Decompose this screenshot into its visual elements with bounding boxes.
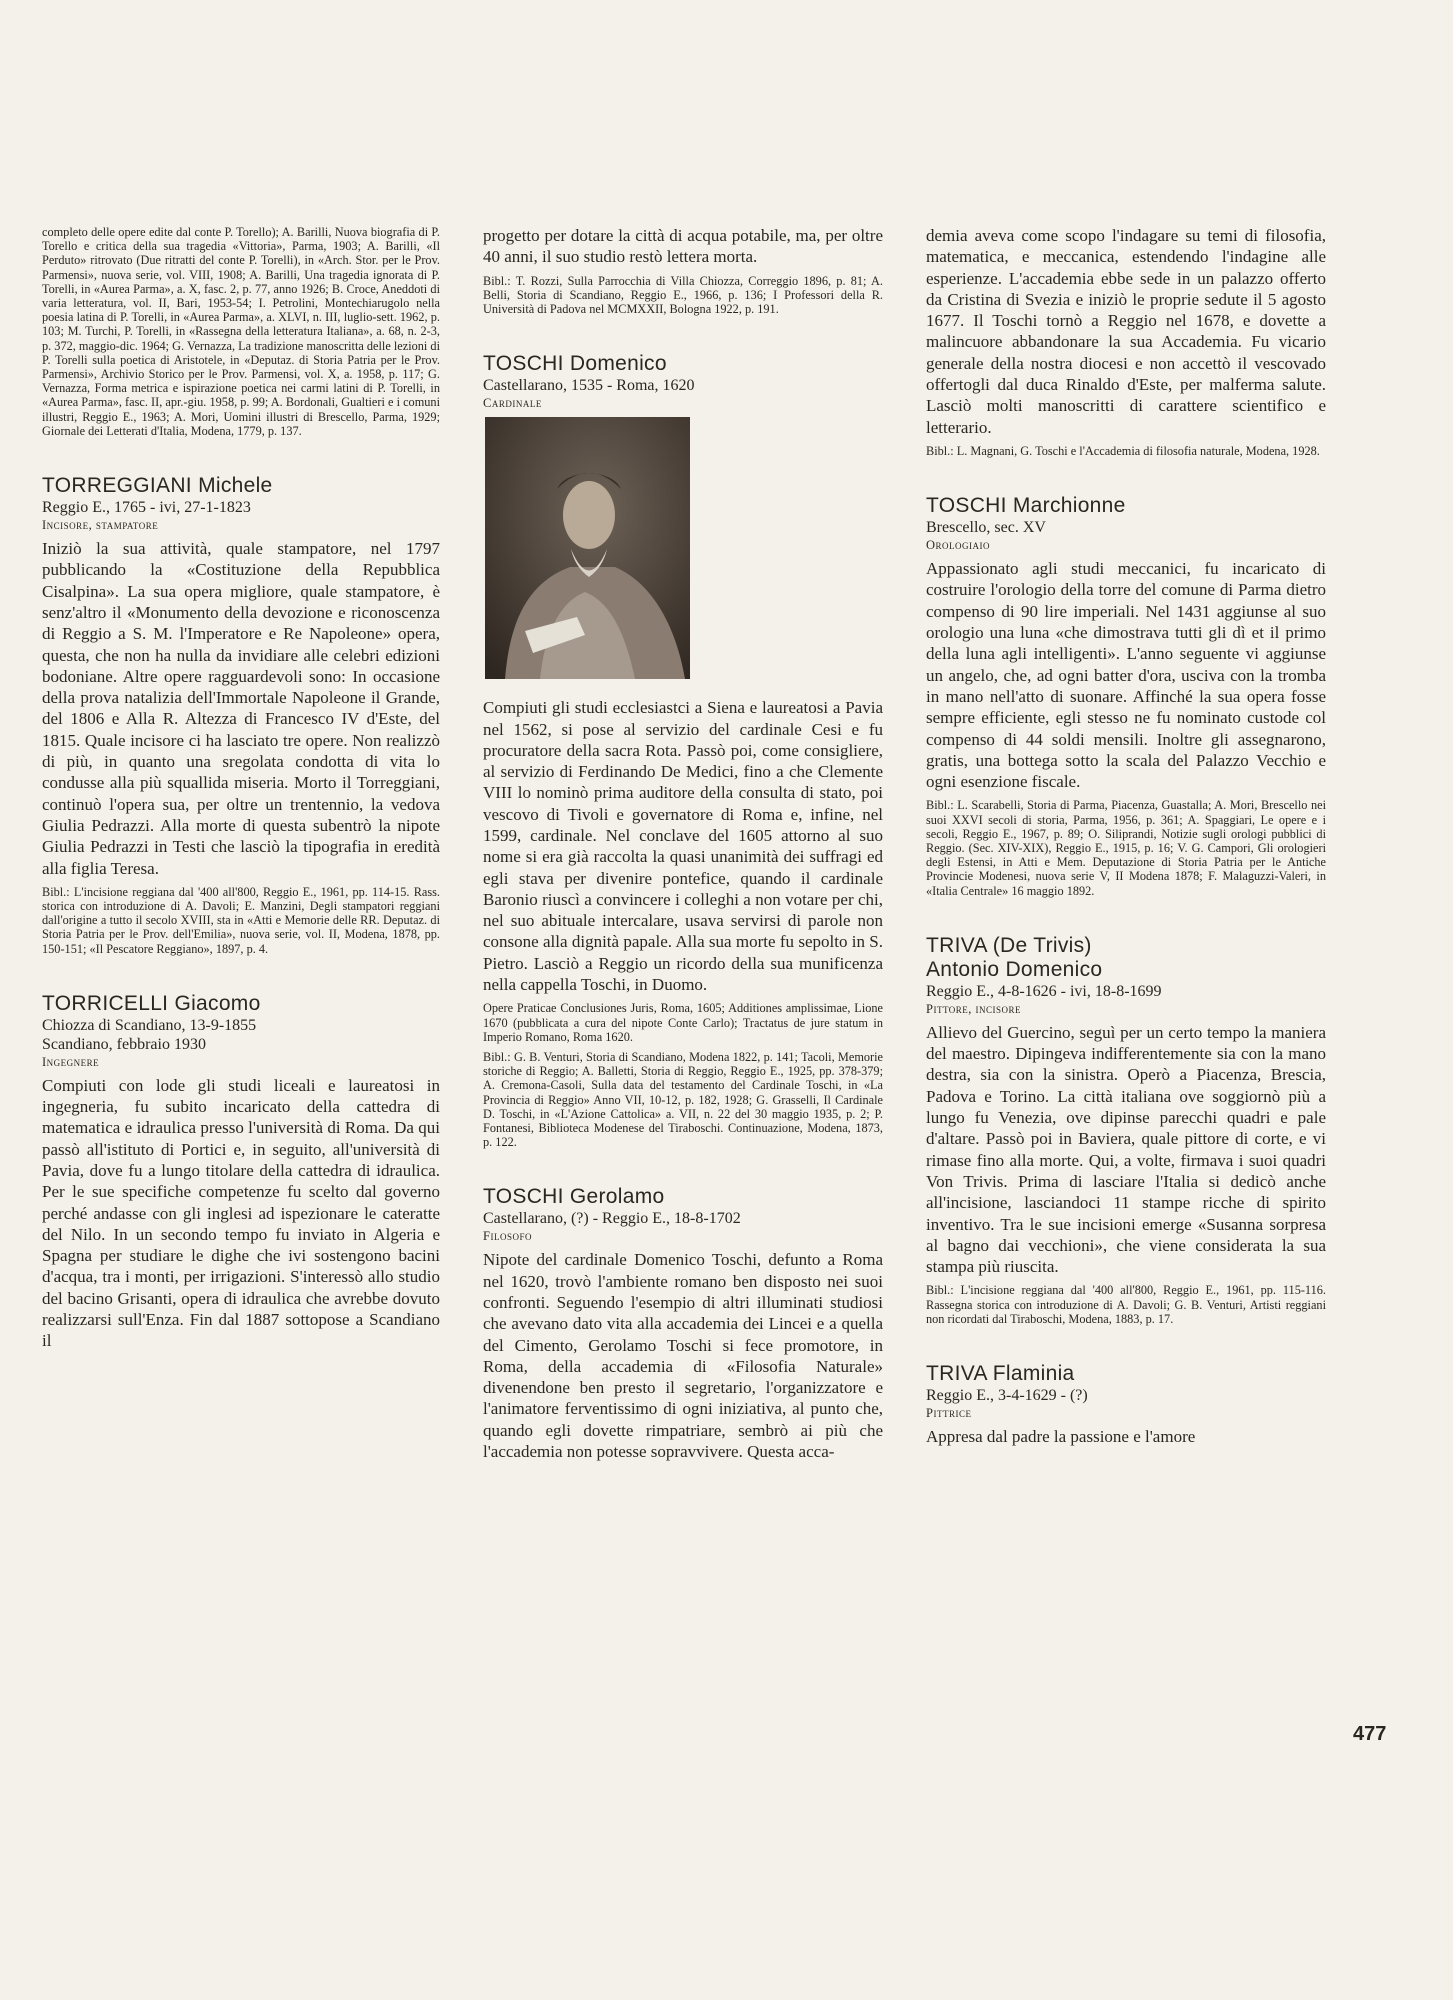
portrait-figure (485, 417, 690, 679)
entry-triva-flaminia (926, 1362, 1326, 1447)
column-3 (926, 225, 1326, 1453)
page-number: 477 (1353, 1723, 1387, 1745)
entry-triva-antonio-domenico (926, 934, 1326, 1326)
entry-bibliography: Bibl.: L'incisione reggiana dal '400 all'800, Reggio E., 1961, pp. 114-15. Rass. storica con introduzione di A. Davoli; E. Manzini, Degli stampatori reggiani dall'origine a tutto il secolo XVIII, sta in «Atti e Memorie delle RR. Deputaz. di Storia Patria per le Prov. dell'Emilia», nuova serie, vol. II, Modena, 1878, pp. 150-151; «Il Pescatore Reggiano», 1897, p. 4. (42, 884, 440, 956)
bibliography-torricelli: Bibl.: T. Rozzi, Sulla Parrocchia di Villa Chiozza, Correggio 1896, p. 81; A. Belli, Storia di Scandiano, Reggio E., 1966, p. 136; I Professori della R. Università di Padova nel MCMXXII, Bologna 1922, p. 191. (483, 273, 883, 316)
entry-bibliography: Bibl.: G. B. Venturi, Storia di Scandiano, Modena 1822, p. 141; Tacoli, Memorie storiche di Reggio; A. Balletti, Storia di Reggio, Reggio E., 1925, pp. 378-379; A. Cremona-Casoli, Sulla data del testamento del Cardinale Toschi, in «La Provincia di Reggio» Anno VII, 10-12, p. 182, 1928; G. Grasselli, Il Cardinale D. Toschi, in «L'Azione Cattolica» a. VII, n. 22 del 30 maggio 1935, p. 2; P. Fontanesi, Biblioteca Modenese del Tiraboschi. Continuazione, Modena, 1873, p. 122. (483, 1049, 883, 1150)
continued-text: demia aveva come scopo l'indagare su temi di filosofia, matematica, e meccanica, estendendo l'indagine alle esperienze. L'accademia ebbe sede in un palazzo offerto da Cristina di Svezia e iniziò le proprie sedute il 5 agosto 1677. Il Toschi tornò a Reggio nel 1678, e dovette a malincuore abbandonare la sua Accademia. Fu vicario generale della nostra diocesi e non accettò il vescovado offertogli dal duca Rinaldo d'Este, per malferma salute. Lasciò molti manoscritti di carattere scientifico e letterario. (926, 226, 1326, 437)
entry-toschi-gerolamo (483, 1185, 883, 1462)
entry-name: TRIVA Flaminia (926, 1362, 1075, 1386)
entry-torricelli-giacomo (42, 992, 440, 1352)
entry-life-dates: Chiozza di Scandiano, 13-9-1855 (42, 1016, 257, 1034)
column-2 (483, 225, 883, 1468)
entry-body: Appassionato agli studi meccanici, fu incaricato di costruire l'orologio della torre del comune di Parma dietro compenso di 90 lire imperiali. Nel 1431 aggiunse al suo orologio una luna «che dimostrava tutti gli dì et il primo della luna agli intelligenti». L'anno seguente vi aggiunse un angelo, che, ad ogni batter d'ora, usciva con la tromba in mano nell'atto di suonare. Affinché la sua opera fosse sempre efficiente, egli stesso ne fu nominato custode col compenso di 44 soldi mensili. Inoltre gli assegnarono, gratis, una bottega sotto la scala del Palazzo Vecchio e ogni esenzione fiscale. (926, 559, 1326, 792)
entry-name: TOSCHI Domenico (483, 352, 667, 376)
entry-name-second-line: Antonio Domenico (926, 957, 1103, 981)
entry-bibliography: Bibl.: L'incisione reggiana dal '400 all'800, Reggio E., 1961, pp. 115-116. Rassegna storica con introduzione di A. Davoli; G. B. Venturi, Artisti reggiani non ricordati dal Tiraboschi, Modena, 1883, p. 17. (926, 1283, 1326, 1326)
entry-works: Opere Praticae Conclusiones Juris, Roma, 1605; Additiones amplissimae, Lione 1670 (pubblicata a cura del nipote Conte Carlo); Tractatus de jure statum in Imperio Romano, Roma 1620. (483, 1001, 883, 1044)
entry-bibliography: Bibl.: L. Scarabelli, Storia di Parma, Piacenza, Guastalla; A. Mori, Brescello nei suoi XXVI secoli di storia, Parma, 1956, p. 361; A. Spaggiari, Le opere e i secoli, Reggio E., 1967, p. 89; O. Siliprandi, Notizie sugli orologi pubblici di Reggio. (Sec. XIV-XIX), Reggio E., 1915, p. 16; V. G. Campori, Gli orologieri degli Estensi, in Atti e Mem. Deputazione di Storia Patria per le Antiche Provincie Modenesi, nuova serie V, II Modena 1878; F. Malaguzzi-Valeri, in «Italia Centrale» 16 maggio 1892. (926, 798, 1326, 898)
entry-body: Compiuti con lode gli studi liceali e laureatosi in ingegneria, fu subito incaricato della cattedra di matematica e idraulica presso l'università di Roma. Da qui passò all'istituto di Portici e, in seguito, all'università di Pavia, dove fu a lungo titolare della cattedra di idraulica. Per le sue specifiche competenze fu scelto dal governo perché andasse con gli inglesi ad ispezionare le cateratte del Nilo. In un secondo tempo fu inviato in Algeria e Spagna per studiare le dighe che ivi sostengono bacini d'acqua, tra i monti, per irrigazioni. S'interessò allo studio del bacino Grisanti, opera di idraulica che avrebbe dovuto realizzarsi sull'Enza. Fin dal 1887 sottopose a Scandiano il (42, 1075, 440, 1351)
entry-role: Cardinale (483, 396, 542, 411)
entry-body: Allievo del Guercino, seguì per un certo tempo la maniera del maestro. Dipingeva indifferentemente sia con la mano destra, sia con la sinistra. Operò a Piacenza, Brescia, Padova e Torino. La città italiana ove soggiornò più a lungo fu Venezia, ove dipinse parecchi quadri e pale d'altare. Passò poi in Baviera, quale pittore di corte, e vi rimase fino alla morte. Qui, a volte, firmava i suoi quadri Von Trivis. Prima di lasciare l'Italia si dedicò anche all'incisione, lasciandoci 11 stampe ricche di spirito inventivo. Tra le sue incisioni emerge «Susanna sorpresa al bagno dai vecchioni», che viene considerata la sua stampa più riuscita. (926, 1022, 1326, 1277)
entry-name: TOSCHI Gerolamo (483, 1185, 665, 1209)
entry-role: Incisore, stampatore (42, 518, 159, 533)
entry-life-dates: Scandiano, febbraio 1930 (42, 1035, 206, 1053)
entry-body: Compiuti gli studi ecclesiastci a Siena e laureatosi a Pavia nel 1562, si pose al servizio del cardinale Cesi e fu procuratore della sacra Rota. Passò poi, come consigliere, al servizio di Ferdinando De Medici, fino a che Clemente VIII lo nominò prima auditore della consulta di stato, poi vescovo di Tivoli e governatore di Roma e, infine, nel 1599, cardinale. Nel conclave del 1605 attorno al suo nome si era già raccolta la quasi unanimità dei suffragi ed egli stava per divenire pontefice, quando il cardinale Baronio riuscì a convincere i colleghi a non votare per chi, nel suo abituale intercalare, usava servirsi di parole non consone alla dignità papale. Alla sua morte fu sepolto in S. Pietro. Lasciò a Reggio un ricordo della sua munificenza nella cappella Toschi, in Duomo. (483, 698, 883, 995)
continued-text: progetto per dotare la città di acqua potabile, ma, per oltre 40 anni, il suo studio restò lettera morta. (483, 226, 883, 267)
entry-name: TORRICELLI Giacomo (42, 991, 261, 1015)
bibliography-torello: completo delle opere edite dal conte P. Torello); A. Barilli, Nuova biografia di P. Torello e critica della sua tragedia «Vittoria», Parma, 1903; A. Barilli, «Il Perduto» ritrovato (Due ritratti del conte P. Torelli), in «Arch. Stor. per le Prov. Parmensi», nuova serie, vol. VIII, 1908; A. Barilli, Una tragedia ignorata di P. Torelli, in «Aurea Parma», a. X, fasc. 2, p. 77, anno 1926; B. Croce, Aneddoti di varia letteratura, vol. II, Bari, 1953-54; I. Petrolini, Montechiarugolo nella poesia latina di P. Torelli, in «Aurea Parma», a. XLVI, n. III, luglio-sett. 1962, p. 103; M. Turchi, P. Torelli, in «Rassegna della letteratura Italiana», a. 68, n. 2-3, p. 372, maggio-dic. 1964; G. Vernazza, La tradizione manoscritta delle lezioni di P. Torelli sulla poetica di Aristotele, in «Deputaz. di Storia Patria per le Prov. Parmensi», Archivio Storico per le Prov. Parmensi, vol. X, a. 1958, p. 117; G. Vernazza, Forma metrica e ispirazione poetica nei carmi latini di P. Torelli, in «Aurea Parma», fasc. II, apr.-giu. 1958, p. 99; A. Bordonali, Gualtieri e i comuni illustri, Reggio E., 1963; A. Mori, Uomini illustri di Brescello, Parma, 1929; Giornale dei Letterati d'Italia, Modena, 1779, p. 137. (42, 225, 440, 438)
entry-life-dates: Castellarano, 1535 - Roma, 1620 (483, 377, 695, 395)
entry-name: TRIVA (De Trivis) (926, 933, 1092, 957)
entry-life-dates: Reggio E., 3-4-1629 - (?) (926, 1387, 1088, 1405)
entry-body: Nipote del cardinale Domenico Toschi, defunto a Roma nel 1620, trovò l'ambiente romano ben disposto nei suoi confronti. Seguendo l'esempio di altri illuminati studiosi che avevano dato vita alla accademia dei Lincei e a quella del Cimento, Gerolamo Toschi si fece promotore, in Roma, della accademia di «Filosofia Naturale» divenendone ben presto il segretario, l'organizzatore e l'animatore ferventissimo di ogni iniziativa, al punto che, quando egli dovette rimpatriare, sembrò ai più che l'accademia non potesse sopravvivere. Questa acca- (483, 1250, 883, 1462)
entry-torreggiani-michele (42, 474, 440, 956)
entry-toschi-marchionne (926, 494, 1326, 898)
column-1 (42, 225, 440, 1358)
entry-life-dates: Reggio E., 4-8-1626 - ivi, 18-8-1699 (926, 982, 1162, 1000)
entry-role: Pittore, incisore (926, 1001, 1022, 1016)
entry-name: TORREGGIANI Michele (42, 474, 273, 498)
entry-life-dates: Reggio E., 1765 - ivi, 27-1-1823 (42, 499, 251, 517)
entry-name: TOSCHI Marchionne (926, 494, 1126, 518)
entry-role: Pittrice (926, 1406, 972, 1421)
bibliography-gerolamo: Bibl.: L. Magnani, G. Toschi e l'Accademia di filosofia naturale, Modena, 1928. (926, 443, 1320, 458)
entry-role: Orologiaio (926, 538, 991, 553)
entry-role: Ingegnere (42, 1054, 100, 1069)
entry-life-dates: Brescello, sec. XV (926, 519, 1046, 537)
entry-role: Filosofo (483, 1229, 532, 1244)
entry-toschi-domenico (483, 352, 883, 1149)
entry-life-dates: Castellarano, (?) - Reggio E., 18-8-1702 (483, 1210, 741, 1228)
entry-body: Iniziò la sua attività, quale stampatore, nel 1797 pubblicando la «Costituzione della Repubblica Cisalpina». La sua opera migliore, quale stampatore, è senz'altro il «Monumento della devozione e riconoscenza di Reggio a S. M. l'Imperatore e Re Napoleone» opera, questa, che non ha nulla da invidiare alle celebri edizioni bodoniane. Altre opere ragguardevoli sono: In occasione della prova natalizia dell'Immortale Napoleone il Grande, del 1806 e Alla R. Altezza di Francesco IV d'Este, del 1815. Quale incisore ci ha lasciato tre opere. Non realizzò di più, in quanto una sregolata condotta di vita lo condusse alla più squallida miseria. Morto il Torreggiani, continuò l'opera sua, per oltre un trentennio, la vedova Giulia Pedrazzi. Alla morte di questa subentrò la nipote Giulia Pedrazzi in Testi che lasciò la tipografia in eredità alla figlia Teresa. (42, 539, 440, 878)
portrait-image (485, 417, 690, 679)
entry-body: Appresa dal padre la passione e l'amore (926, 1427, 1196, 1447)
